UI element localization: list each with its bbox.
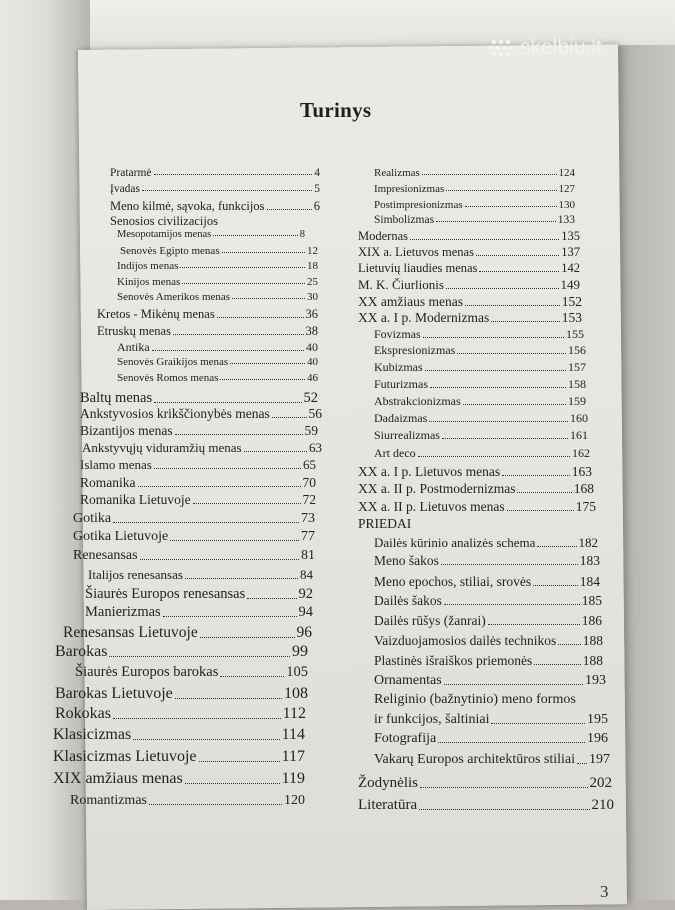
toc-entry-title: PRIEDAI: [358, 516, 412, 531]
toc-leader-dots: [517, 492, 571, 493]
page-title: Turinys: [300, 98, 372, 122]
toc-entry-page: 149: [560, 277, 580, 292]
toc-entry-title: XX amžiaus menas: [358, 294, 463, 309]
toc-entry-title: Literatūra: [358, 797, 418, 813]
toc-entry: [358, 464, 592, 480]
toc-entry: [117, 276, 318, 288]
toc-leader-dots: [109, 656, 290, 657]
toc-entry-page: 4: [314, 167, 320, 179]
toc-entry: [110, 199, 320, 214]
toc-leader-dots: [479, 271, 559, 272]
toc-leader-dots: [199, 761, 280, 762]
toc-entry-title: Ankstyvosios krikščionybės menas: [80, 406, 270, 421]
toc-entry: [374, 327, 584, 342]
toc-leader-dots: [442, 438, 568, 439]
toc-entry: [374, 673, 606, 689]
toc-entry: [374, 731, 608, 747]
toc-leader-dots: [465, 305, 560, 306]
toc-entry-page: 119: [281, 770, 305, 787]
toc-entry-title: Plastinės išraiškos priemonės: [374, 653, 533, 668]
toc-leader-dots: [488, 624, 580, 625]
toc-entry-title: Baltų menas: [80, 390, 153, 406]
toc-leader-dots: [446, 288, 559, 289]
toc-leader-dots: [491, 723, 585, 724]
toc-entry: [374, 360, 586, 375]
toc-entry: [82, 440, 322, 456]
toc-entry: [374, 446, 590, 461]
toc-entry-title: Abstrakcionizmas: [374, 394, 461, 408]
toc-entry-title: Barokas Lietuvoje: [55, 685, 173, 702]
toc-entry-page: 105: [286, 664, 308, 680]
toc-leader-dots: [180, 267, 305, 268]
toc-entry: [63, 624, 312, 642]
toc-entry-title: Renesansas: [73, 548, 138, 563]
toc-entry-title: Klasicizmas: [53, 726, 132, 743]
toc-leader-dots: [222, 252, 305, 253]
toc-leader-dots: [220, 676, 284, 677]
toc-entry-page: 195: [587, 712, 608, 727]
toc-entry-page: 30: [307, 291, 318, 303]
toc-entry: [374, 394, 586, 409]
toc-entry-title: Romantizmas: [70, 793, 147, 808]
toc-entry-page: 6: [313, 199, 320, 213]
toc-leader-dots: [537, 546, 576, 547]
toc-entry: [358, 775, 612, 792]
toc-entry-page: 25: [307, 276, 318, 288]
toc-entry-title: XX a. II p. Lietuvos menas: [358, 499, 505, 514]
toc-entry-page: 8: [299, 229, 305, 240]
toc-entry: [55, 685, 308, 703]
toc-entry-page: 185: [581, 593, 602, 608]
toc-entry-title: Meno kilmė, sąvoka, funkcijos: [110, 199, 265, 213]
toc-entry-title: Siurrealizmas: [374, 428, 440, 442]
toc-entry-page: 168: [573, 481, 594, 496]
toc-entry-title: ir funkcijos, šaltiniai: [374, 712, 490, 727]
toc-leader-dots: [441, 564, 578, 565]
toc-leader-dots: [154, 402, 301, 403]
toc-entry-page: 94: [298, 604, 313, 620]
toc-leader-dots: [193, 503, 301, 504]
toc-entry: [374, 183, 575, 195]
toc-entry: [374, 343, 586, 358]
toc-leader-dots: [420, 787, 588, 788]
toc-entry: [117, 291, 318, 303]
toc-entry-page: 161: [570, 428, 588, 442]
toc-entry-page: 73: [301, 511, 315, 526]
toc-entry-title: Italijos renesansas: [88, 567, 183, 582]
toc-entry-page: 81: [301, 548, 315, 563]
toc-leader-dots: [173, 334, 304, 335]
toc-entry-title: Dadaizmas: [374, 411, 428, 425]
toc-leader-dots: [175, 434, 303, 435]
toc-entry: [85, 604, 313, 621]
toc-entry: [80, 457, 316, 473]
toc-entry: [358, 261, 580, 276]
toc-entry: [374, 553, 600, 569]
toc-entry-title: Art deco: [374, 446, 416, 460]
toc-leader-dots: [533, 585, 578, 586]
toc-entry-title: Fotografija: [374, 731, 437, 746]
toc-entry-title: Modernas: [358, 229, 408, 243]
toc-entry: [358, 277, 580, 293]
toc-entry: [97, 324, 318, 339]
toc-entry-title: Meno epochos, stiliai, srovės: [374, 574, 532, 589]
toc-entry-title: Senosios civilizacijos: [110, 214, 218, 228]
toc-entry-title: Vakarų Europos architektūros stiliai: [374, 752, 576, 767]
toc-entry-page: 117: [281, 748, 305, 765]
toc-entry: [53, 770, 305, 788]
toc-leader-dots: [170, 540, 299, 541]
toc-entry-page: 184: [579, 574, 600, 589]
toc-leader-dots: [507, 510, 574, 511]
toc-entry-title: Senovės Amerikos menas: [117, 291, 231, 303]
toc-entry: [55, 705, 306, 723]
toc-entry-page: 159: [568, 394, 586, 408]
toc-entry-page: 210: [591, 797, 614, 813]
toc-entry: [73, 529, 315, 545]
toc-entry: [358, 499, 596, 515]
toc-entry-page: 114: [281, 726, 305, 743]
watermark: [488, 36, 602, 60]
toc-leader-dots: [419, 809, 589, 810]
toc-entry-title: Ekspresionizmas: [374, 343, 456, 357]
toc-entry-title: Dailės šakos: [374, 593, 442, 608]
toc-leader-dots: [267, 209, 312, 210]
toc-entry: [53, 748, 305, 766]
toc-entry: [73, 548, 315, 564]
toc-entry: [358, 516, 596, 532]
toc-entry-page: 158: [568, 377, 586, 391]
toc-leader-dots: [444, 684, 583, 685]
toc-leader-dots: [230, 363, 305, 364]
toc-entry-title: Ornamentas: [374, 673, 442, 688]
toc-entry-title: XX a. I p. Modernizmas: [358, 310, 490, 325]
toc-entry: [55, 643, 308, 661]
toc-leader-dots: [244, 451, 307, 452]
toc-entry-title: Šiaurės Europos renesansas: [85, 586, 246, 602]
toc-entry-page: 196: [587, 731, 608, 746]
toc-entry: [374, 574, 600, 590]
toc-entry-page: 157: [568, 360, 586, 374]
toc-entry-title: Etruskų menas: [97, 324, 171, 338]
toc-leader-dots: [142, 190, 312, 191]
toc-entry-page: 18: [307, 260, 318, 272]
toc-entry: [374, 377, 586, 392]
toc-entry-page: 152: [561, 294, 582, 309]
toc-entry-page: 133: [557, 214, 575, 226]
toc-leader-dots: [476, 255, 559, 256]
toc-entry-page: 108: [284, 685, 308, 702]
toc-entry-title: Antika: [117, 340, 150, 354]
toc-leader-dots: [220, 379, 305, 380]
toc-entry-title: Islamo menas: [80, 457, 152, 472]
toc-entry-page: 183: [579, 553, 600, 568]
toc-leader-dots: [272, 417, 307, 418]
toc-entry-page: 188: [582, 633, 603, 648]
toc-entry-title: Senovės Graikijos menas: [117, 356, 229, 368]
toc-leader-dots: [138, 486, 301, 487]
toc-entry: [374, 593, 602, 609]
toc-entry: [374, 199, 575, 211]
toc-entry: [358, 245, 580, 260]
toc-entry-page: 162: [572, 446, 590, 460]
toc-leader-dots: [491, 321, 560, 322]
toc-leader-dots: [213, 235, 298, 236]
toc-entry: [110, 214, 320, 229]
toc-leader-dots: [465, 206, 557, 207]
toc-leader-dots: [502, 475, 570, 476]
toc-leader-dots: [133, 739, 279, 740]
toc-entry-title: Religinio (bažnytinio) meno formos: [374, 692, 576, 707]
toc-entry-title: Postimpresionizmas: [374, 199, 463, 211]
toc-entry-title: Klasicizmas Lietuvoje: [53, 748, 197, 765]
toc-entry-title: Gotika: [73, 511, 112, 526]
toc-entry-title: XX a. I p. Lietuvos menas: [358, 464, 501, 479]
watermark-text: skelbiu.lt: [520, 36, 602, 59]
toc-entry-title: Senovės Romos menas: [117, 372, 219, 384]
toc-entry: [80, 423, 318, 439]
toc-entry-title: Renesansas Lietuvoje: [63, 624, 198, 641]
toc-entry: [73, 511, 315, 527]
toc-entry: [374, 535, 598, 551]
toc-entry-title: Kretos - Mikėnų menas: [97, 307, 215, 321]
toc-leader-dots: [577, 763, 587, 764]
toc-leader-dots: [247, 598, 296, 599]
toc-entry: [80, 492, 316, 508]
toc-entry: [97, 307, 318, 322]
toc-entry-title: Dailės rūšys (žanrai): [374, 613, 486, 628]
toc-leader-dots: [444, 604, 580, 605]
toc-entry: [374, 214, 575, 226]
toc-leader-dots: [429, 421, 568, 422]
toc-entry-page: 56: [308, 406, 322, 421]
toc-entry-page: 156: [568, 343, 586, 357]
toc-entry: [117, 340, 318, 355]
toc-entry-title: XIX amžiaus menas: [53, 770, 183, 787]
toc-entry-page: 38: [305, 324, 318, 338]
toc-entry-page: 153: [561, 310, 582, 325]
toc-entry-page: 70: [302, 475, 316, 490]
toc-leader-dots: [185, 783, 280, 784]
toc-entry-page: 99: [292, 643, 308, 660]
toc-leader-dots: [163, 616, 297, 617]
toc-leader-dots: [217, 317, 304, 318]
toc-entry-page: 193: [585, 673, 606, 688]
toc-entry: [53, 726, 305, 744]
toc-entry-page: 130: [558, 199, 575, 211]
toc-entry-title: Rokokas: [55, 705, 111, 722]
toc-entry-page: 12: [307, 245, 318, 257]
toc-entry-title: Kubizmas: [374, 360, 423, 374]
toc-entry: [374, 613, 602, 629]
toc-entry-page: 112: [282, 705, 306, 722]
toc-entry: [120, 245, 318, 257]
toc-entry: [110, 183, 320, 195]
toc-entry: [358, 797, 614, 814]
toc-entry-page: 182: [578, 535, 598, 550]
toc-entry: [358, 294, 582, 310]
toc-entry-title: M. K. Čiurlionis: [358, 277, 444, 292]
toc-entry-title: Romanika Lietuvoje: [80, 492, 191, 507]
toc-entry-title: Manierizmas: [85, 604, 161, 620]
toc-leader-dots: [436, 221, 556, 222]
toc-entry-page: 5: [314, 183, 320, 195]
toc-entry-page: 52: [303, 390, 318, 406]
toc-leader-dots: [175, 698, 282, 699]
toc-entry-title: Realizmas: [374, 167, 420, 179]
toc-entry-page: 120: [284, 793, 305, 808]
toc-leader-dots: [154, 174, 313, 175]
toc-leader-dots: [152, 350, 304, 351]
toc-entry-title: Lietuvių liaudies menas: [358, 261, 478, 275]
toc-entry-title: Indijos menas: [117, 260, 179, 272]
toc-entry-title: Barokas: [55, 643, 108, 660]
toc-entry-title: Įvadas: [110, 183, 141, 195]
toc-entry: [117, 229, 305, 240]
toc-leader-dots: [182, 283, 305, 284]
toc-leader-dots: [185, 578, 298, 579]
toc-entry-page: 77: [301, 529, 315, 544]
toc-entry-title: Bizantijos menas: [80, 423, 173, 438]
toc-entry: [117, 372, 318, 384]
toc-entry-title: Vaizduojamosios dailės technikos: [374, 633, 557, 648]
toc-entry-title: Žodynėlis: [358, 775, 418, 791]
toc-entry: [70, 793, 305, 809]
toc-entry-page: 84: [300, 567, 313, 582]
toc-entry-page: 202: [589, 775, 612, 791]
toc-leader-dots: [113, 522, 299, 523]
toc-leader-dots: [446, 190, 556, 191]
toc-entry: [374, 752, 610, 768]
toc-entry-page: 40: [307, 356, 318, 368]
toc-leader-dots: [534, 664, 581, 665]
toc-entry: [85, 586, 313, 603]
toc-entry-title: Ankstyvųjų viduramžių menas: [82, 440, 242, 455]
toc-entry-page: 46: [307, 372, 318, 384]
toc-entry: [75, 664, 308, 681]
page-number: 3: [600, 882, 609, 901]
toc-leader-dots: [410, 239, 559, 240]
toc-entry-page: 142: [561, 261, 580, 275]
toc-leader-dots: [558, 644, 581, 645]
toc-entry: [374, 712, 608, 728]
toc-entry-title: XIX a. Lietuvos menas: [358, 245, 474, 259]
toc-entry-page: 92: [298, 586, 313, 602]
toc-leader-dots: [149, 804, 282, 805]
toc-entry-page: 163: [571, 464, 592, 479]
toc-leader-dots: [154, 468, 301, 469]
toc-entry-title: Šiaurės Europos barokas: [75, 664, 219, 680]
toc-entry-title: Impresionizmas: [374, 183, 445, 195]
toc-leader-dots: [463, 404, 566, 405]
toc-entry-page: 137: [561, 245, 580, 259]
toc-leader-dots: [140, 559, 299, 560]
toc-entry-page: 160: [570, 411, 588, 425]
toc-entry-page: 63: [309, 440, 322, 455]
toc-leader-dots: [422, 174, 557, 175]
toc-entry-page: 197: [589, 752, 610, 767]
toc-entry: [80, 406, 322, 422]
toc-entry-title: Romanika: [80, 475, 136, 490]
toc-entry: [358, 229, 580, 244]
toc-entry-page: 72: [302, 492, 316, 507]
toc-entry: [88, 567, 313, 583]
toc-entry: [117, 356, 318, 368]
toc-entry-page: 188: [582, 653, 603, 668]
toc-leader-dots: [425, 370, 566, 371]
toc-entry: [358, 481, 594, 497]
toc-entry: [374, 653, 603, 669]
toc-entry-title: Futurizmas: [374, 377, 428, 391]
toc-entry-title: Senovės Egipto menas: [120, 245, 220, 257]
toc-entry: [374, 411, 588, 426]
toc-entry-page: 40: [306, 340, 318, 354]
toc-entry-title: Pratarmė: [110, 167, 152, 179]
toc-entry: [110, 167, 320, 179]
toc-leader-dots: [423, 337, 564, 338]
toc-entry-title: Fovizmas: [374, 327, 421, 341]
toc-entry-title: Dailės kūrinio analizės schema: [374, 535, 536, 550]
toc-leader-dots: [200, 637, 295, 638]
toc-entry: [374, 428, 588, 443]
toc-leader-dots: [430, 387, 566, 388]
toc-entry-title: XX a. II p. Postmodernizmas: [358, 481, 516, 496]
toc-entry-page: 155: [566, 327, 584, 341]
toc-entry: [374, 167, 575, 179]
toc-entry: [374, 692, 606, 708]
toc-leader-dots: [457, 353, 566, 354]
toc-entry-page: 59: [304, 423, 318, 438]
toc-entry-title: Mesopotamijos menas: [117, 229, 212, 240]
toc-entry-page: 36: [305, 307, 318, 321]
toc-leader-dots: [113, 718, 281, 719]
toc-entry-page: 186: [581, 613, 602, 628]
toc-entry: [374, 633, 603, 649]
toc-entry-page: 135: [561, 229, 580, 243]
toc-entry: [117, 260, 318, 272]
toc-entry: [358, 310, 582, 326]
toc-entry-page: 175: [575, 499, 596, 514]
toc-entry-page: 65: [303, 457, 316, 472]
toc-leader-dots: [418, 456, 570, 457]
dots-logo-icon: [488, 37, 518, 59]
toc-entry-page: 127: [558, 183, 575, 195]
toc-entry-title: Meno šakos: [374, 553, 439, 568]
toc-entry-title: Simbolizmas: [374, 214, 435, 226]
toc-entry-page: 124: [558, 167, 575, 179]
toc-entry-title: Kinijos menas: [117, 276, 181, 288]
toc-entry: [80, 390, 318, 407]
toc-leader-dots: [438, 742, 585, 743]
toc-entry-title: Gotika Lietuvoje: [73, 529, 169, 544]
toc-entry-page: 96: [296, 624, 312, 641]
toc-leader-dots: [232, 298, 305, 299]
toc-entry: [80, 475, 316, 491]
